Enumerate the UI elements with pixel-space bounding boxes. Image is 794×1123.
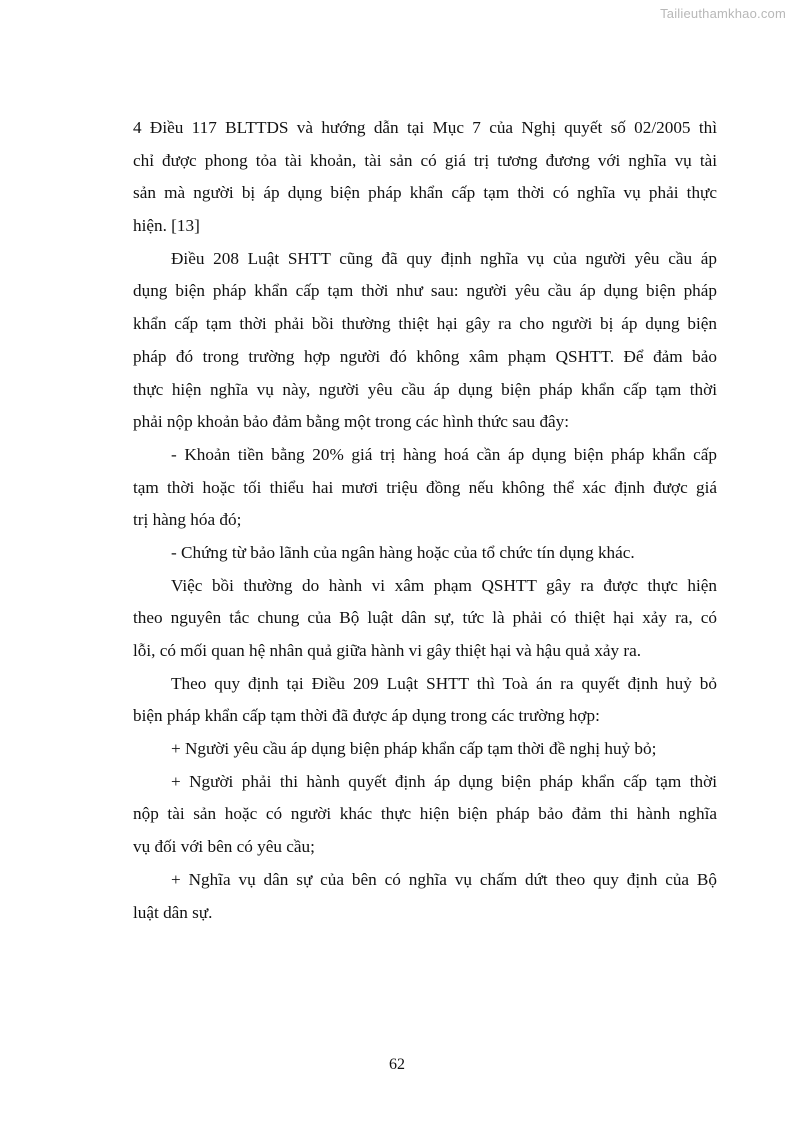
text-line: dụng biện pháp khẩn cấp tạm thời như sau: người yêu cầu áp dụng biện pháp xyxy=(133,281,717,301)
text-line: chỉ được phong tỏa tài khoản, tài sản có giá trị tương đương với nghĩa vụ tài xyxy=(133,150,717,170)
text-line: Điều 208 Luật SHTT cũng đã quy định nghĩa vụ của người yêu cầu áp xyxy=(171,248,717,268)
text-line: - Chứng từ bảo lãnh của ngân hàng hoặc của tổ chức tín dụng khác. xyxy=(171,542,635,562)
text-line: 4 Điều 117 BLTTDS và hướng dẫn tại Mục 7 của Nghị quyết số 02/2005 thì xyxy=(133,118,717,137)
text-line: + Người yêu cầu áp dụng biện pháp khẩn cấp tạm thời đề nghị huỷ bỏ; xyxy=(171,739,657,759)
text-line: theo nguyên tắc chung của Bộ luật dân sự, tức là phải có thiệt hại xảy ra, có xyxy=(133,608,717,628)
text-line: thực hiện nghĩa vụ này, người yêu cầu áp dụng biện pháp khẩn cấp tạm thời xyxy=(133,379,717,399)
text-line: luật dân sự. xyxy=(133,902,213,922)
text-line: lỗi, có mối quan hệ nhân quả giữa hành vi gây thiệt hại và hậu quả xảy ra. xyxy=(133,641,642,660)
page-number: 62 xyxy=(389,1056,405,1073)
text-line: trị hàng hóa đó; xyxy=(133,510,242,530)
text-line: tạm thời hoặc tối thiểu hai mươi triệu đồng nếu không thể xác định được giá xyxy=(133,477,717,497)
text-line: - Khoản tiền bằng 20% giá trị hàng hoá cần áp dụng biện pháp khẩn cấp xyxy=(171,444,717,464)
text-line: sản mà người bị áp dụng biện pháp khẩn cấp tạm thời có nghĩa vụ phải thực xyxy=(133,183,717,203)
text-line: khẩn cấp tạm thời phải bồi thường thiệt hại gây ra cho người bị áp dụng biện xyxy=(133,314,717,334)
text-line: vụ đối với bên có yêu cầu; xyxy=(133,837,315,857)
text-line: hiện. [13] xyxy=(133,216,200,236)
text-line: pháp đó trong trường hợp người đó không xâm phạm QSHTT. Để đảm bảo xyxy=(133,346,717,366)
watermark: Tailieuthamkhao.com xyxy=(660,6,786,21)
text-line: nộp tài sản hoặc có người khác thực hiện biện pháp bảo đảm thi hành nghĩa xyxy=(133,804,717,824)
text-line: Theo quy định tại Điều 209 Luật SHTT thì Toà án ra quyết định huỷ bỏ xyxy=(171,673,717,693)
text-line: + Nghĩa vụ dân sự của bên có nghĩa vụ chấm dứt theo quy định của Bộ xyxy=(171,869,717,889)
text-line: Việc bồi thường do hành vi xâm phạm QSHTT gây ra được thực hiện xyxy=(171,575,717,595)
text-line: + Người phải thi hành quyết định áp dụng biện pháp khẩn cấp tạm thời xyxy=(171,771,717,791)
document-body xyxy=(133,112,717,929)
text-line: phải nộp khoản bảo đảm bằng một trong các hình thức sau đây: xyxy=(133,412,570,432)
text-line: biện pháp khẩn cấp tạm thời đã được áp dụng trong các trường hợp: xyxy=(133,706,600,726)
